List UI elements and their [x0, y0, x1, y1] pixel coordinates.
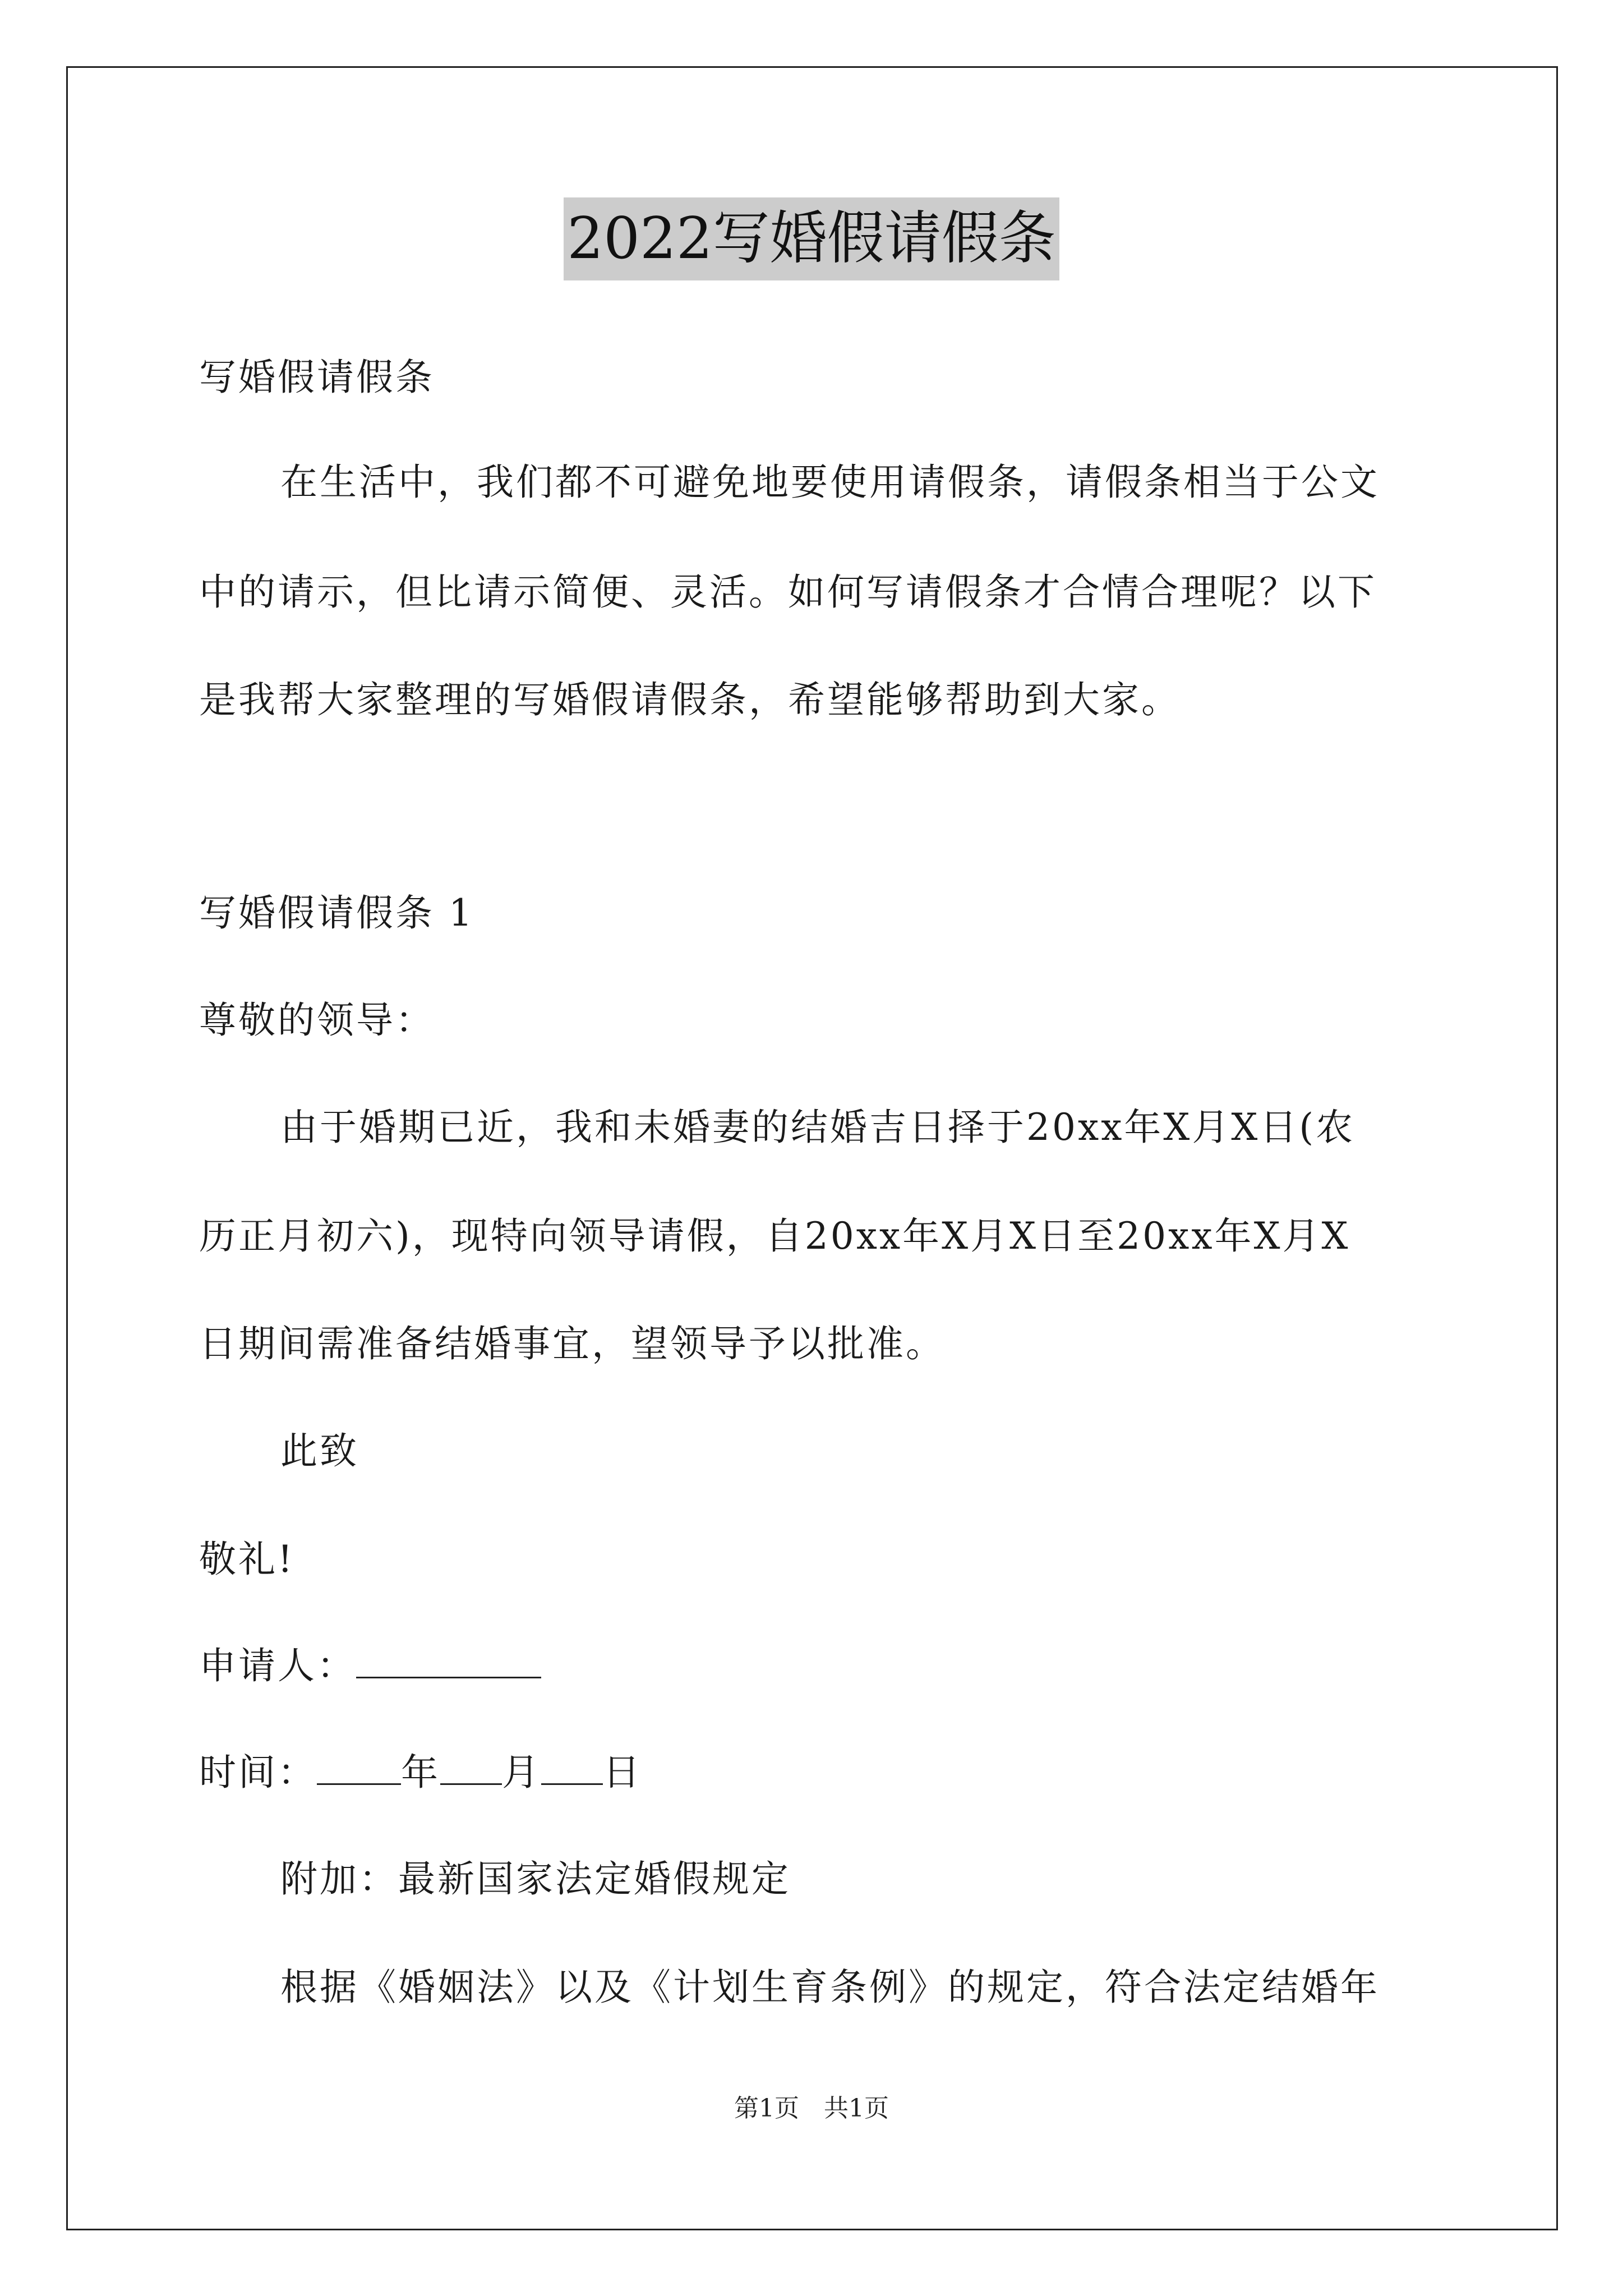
- applicant-line: [199, 1639, 541, 1693]
- body-line-2: 历正月初六)，现特向领导请假，自20xx年X月X日至20xx年X月X: [199, 1214, 1350, 1258]
- section-title: 写婚假请假条 1: [199, 891, 474, 935]
- intro-line-1: 在生活中，我们都不可避免地要使用请假条，请假条相当于公文: [280, 461, 1380, 504]
- date-month: 月: [502, 1751, 541, 1794]
- appendix-text: 根据《婚姻法》以及《计划生育条例》的规定，符合法定结婚年: [280, 1966, 1380, 2009]
- date-label: 时间：: [199, 1751, 317, 1794]
- intro-line-3: 是我帮大家整理的写婚假请假条，希望能够帮助到大家。: [199, 678, 1181, 721]
- appendix-title: 附加：最新国家法定婚假规定: [280, 1857, 791, 1901]
- page-footer: 第1页 共1页: [734, 2094, 889, 2123]
- salutation: 尊敬的领导：: [199, 999, 435, 1042]
- month-blank: [440, 1750, 502, 1785]
- title-wrap: [0, 197, 1623, 280]
- date-day: 日: [603, 1751, 642, 1794]
- day-blank: [541, 1750, 603, 1785]
- body-line-1: 由于婚期已近，我和未婚妻的结婚吉日择于20xx年X月X日(农: [280, 1106, 1355, 1149]
- document-title: 2022写婚假请假条: [564, 197, 1059, 280]
- applicant-blank: [356, 1643, 541, 1678]
- body-line-3: 日期间需准备结婚事宜，望领导予以批准。: [199, 1322, 945, 1365]
- intro-line-2: 中的请示，但比请示简便、灵活。如何写请假条才合情合理呢？以下: [199, 570, 1377, 614]
- regards: 敬礼!: [199, 1538, 295, 1581]
- year-blank: [317, 1750, 401, 1785]
- closing: 此致: [280, 1429, 359, 1473]
- date-year: 年: [401, 1751, 440, 1794]
- date-line: [199, 1746, 642, 1800]
- applicant-label: 申请人：: [199, 1644, 356, 1687]
- document-subtitle: 写婚假请假条: [199, 356, 435, 399]
